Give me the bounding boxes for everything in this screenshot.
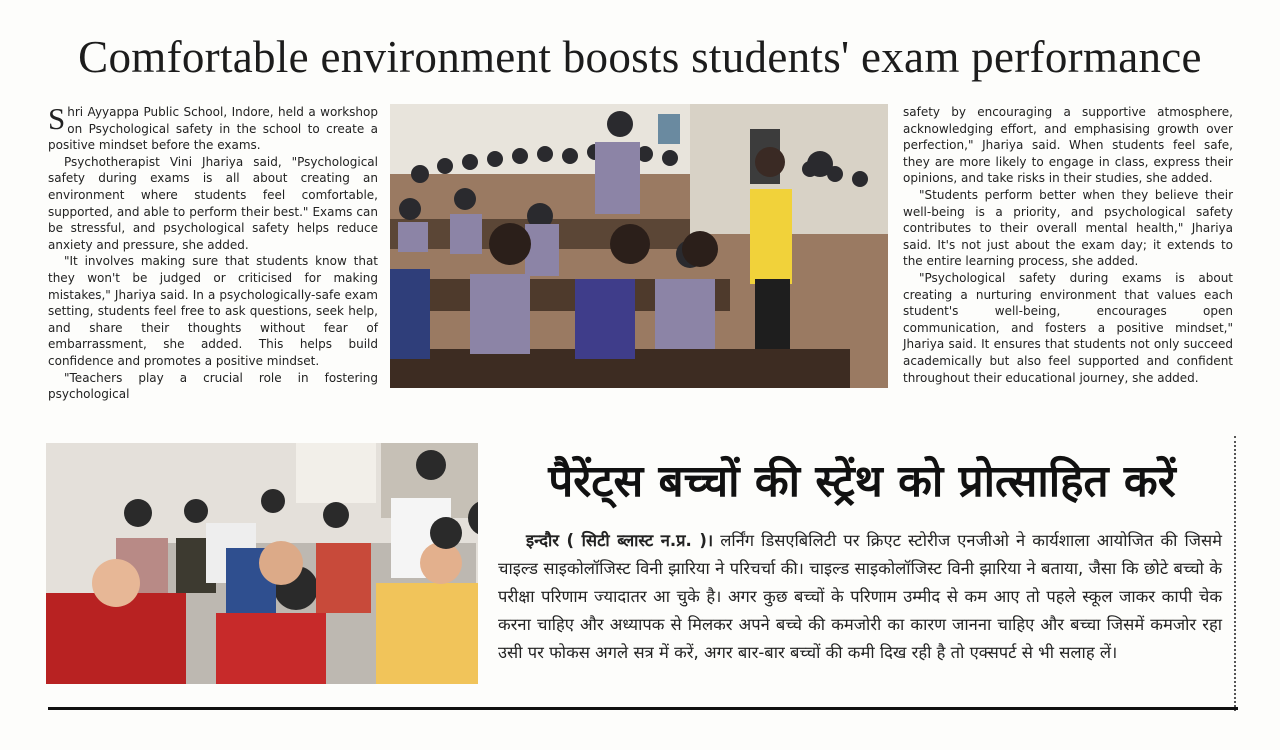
hindi-headline: पैरेंट्स बच्चों की स्ट्रेंथ को प्रोत्साहित करें [548,456,1176,507]
bottom-divider [48,707,1238,710]
watermark [52,714,96,722]
article-paragraph: इन्दौर ( सिटी ब्लास्ट न.प्र. )। लर्निंग डिसएबिलिटी पर क्रिएट स्टोरीज एनजीओ ने कार्यशाला आयोजित की जिसमे चाइल्ड साइकोलॉजिस्ट विनी झारिया ने परिचर्चा की। चाइल्ड साइकोलॉजिस्ट विनी झारिया ने बताया, जैसा कि छोटे बच्चो के परीक्षा परिणाम ज्यादातर आ चुके है। अगर कुछ बच्चों के परिणाम उम्मीद से कम आए तो पहले स्कूल जाकर कापी चेक करना चाहिए और अध्यापक से मिलकर अपने बच्चे की कमजोरी का कारण जानना चाहिए और बच्चा जिसमें कमजोर रहा उसी पर फोकस अगले सत्र में करें, अगर बार-बार बच्चों की कमी दिख रही है तो एक्सपर्ट से भी सलाह लें। [498,531,1222,662]
article-paragraph: safety by encouraging a supportive atmosphere, acknowledging effort, and emphasising growth over perfection," Jhariya said. When students feel safe, they are more likely to engage in class, express their opinions, and take risks in their studies, she added. [903,105,1233,186]
article-paragraph: "Teachers play a crucial role in fostering psychological [48,370,378,402]
article-paragraph: Psychotherapist Vini Jhariya said, "Psychological safety during exams is all about creating an environment where students feel comfortable, supported, and able to perform their best." Exams can be stressful, and psychological safety helps reduce anxiety and pressure, she added. [48,154,378,252]
hindi-article-body [498,527,1222,667]
article-headline: Comfortable environment boosts students' exam performance [78,32,1202,82]
classroom-photo [390,104,888,388]
column-divider [1234,436,1236,711]
article-column-right [903,104,1233,386]
article-column-left [48,101,378,403]
article-paragraph: "Students perform better when they believe their well-being is a priority, and psychological safety contributes to their overall mental health," Jhariya said. It's not just about the exam day; it extends to the entire learning process, she added. [903,187,1233,269]
workshop-photo [46,443,478,684]
article-paragraph: Shri Ayyappa Public School, Indore, held a workshop on Psychological safety in the school to create a positive mindset before the exams. [48,101,378,153]
article-paragraph: "Psychological safety during exams is about creating a nurturing environment that values each student's well-being, encourages open communication, and fosters a positive mindset," Jhariya said. It ensures that students not only succeed academically but also feel supported and confident throughout their educational journey, she added. [903,270,1233,385]
article-paragraph: "It involves making sure that students know that they won't be judged or criticised for making mistakes," Jhariya said. In a psychologically-safe exam setting, students feel free to ask questions, seek help, and share their thoughts without fear of embarrassment, she added. This helps build confidence and promotes a positive mindset. [48,254,378,368]
drop-cap: S [48,101,66,136]
dateline: इन्दौर ( सिटी ब्लास्ट न.प्र. )। [526,531,714,550]
